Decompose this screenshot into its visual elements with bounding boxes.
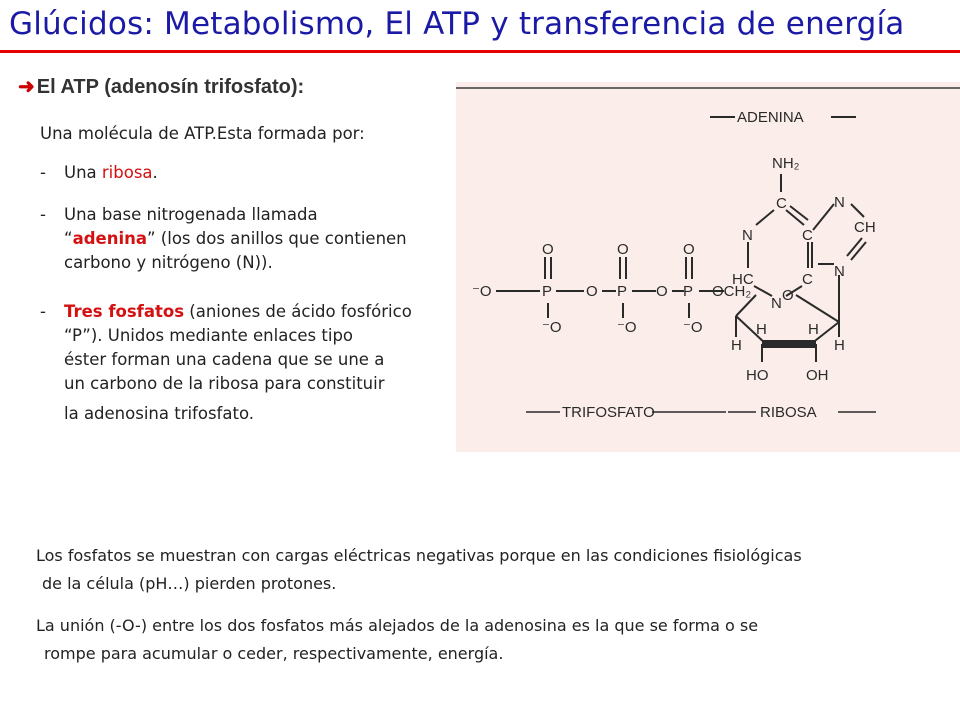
note-paragraph [36,612,758,668]
atom-n: N [771,295,782,312]
note-line: Los fosfatos se muestran con cargas eléctricas negativas porque en las condiciones fisiológicas [36,546,802,565]
item-text: la adenosina trifosfato. [64,404,254,423]
atom-o: O [683,241,695,258]
slide-title: Glúcidos: Metabolismo, El ATP y transferencia de energía [9,6,905,42]
quote-mark: “ [64,229,73,248]
atom-och2: OCH₂ [712,283,752,300]
arrow-bullet-icon: ➜ [18,76,35,98]
section-heading [18,74,304,99]
atom-o: O [586,283,598,300]
item-text: Una [64,163,102,182]
atom-p: P [542,283,553,300]
atom-ho: HO [746,367,769,384]
note-line: rompe para acumular o ceder, respectivamente, energía. [44,644,504,663]
intro-text: Una molécula de ATP.Esta formada por: [40,124,365,143]
item-text: Una base nitrogenada llamada [64,205,318,224]
atom-o-ring: O [782,287,794,304]
note-line: La unión (-O-) entre los dos fosfatos más alejados de la adenosina es la que se forma o se [36,616,759,635]
atom-o-minus: ⁻O [683,319,703,336]
item-text: . [152,163,158,182]
label-trifosfato: TRIFOSFATO [562,404,655,421]
item-text: éster forman una cadena que se une a [64,350,385,369]
atom-nh2: NH₂ [772,155,800,172]
label-ribosa: RIBOSA [760,404,817,421]
note-paragraph [36,542,802,598]
atom-o: O [656,283,668,300]
highlight-fosfatos: Tres fosfatos [64,302,185,321]
atom-o: O [542,241,554,258]
atom-c: C [802,227,813,244]
atom-o-minus: ⁻O [472,283,492,300]
atom-c: C [776,195,787,212]
atom-n: N [834,194,845,211]
list-item [40,162,460,184]
atom-h: H [808,321,819,338]
atom-p: P [617,283,628,300]
atom-o: O [617,241,629,258]
label-adenina: ADENINA [737,109,804,126]
title-underline [0,50,960,53]
dash-bullet: - [40,163,46,182]
atom-o-minus: ⁻O [617,319,637,336]
item-text: (aniones de ácido fosfórico [184,302,412,321]
dash-bullet: - [40,205,46,224]
atom-n: N [742,227,753,244]
list-item [40,203,460,275]
atom-h: H [834,337,845,354]
atom-n: N [834,263,845,280]
atp-structure-figure [456,82,960,452]
item-text: un carbono de la ribosa para constituir [64,374,385,393]
note-line: de la célula (pH…) pierden protones. [42,574,337,593]
list-item [40,300,460,426]
atom-h: H [756,321,767,338]
highlight-ribosa: ribosa [101,163,153,182]
atp-molecule-diagram [456,82,960,452]
highlight-adenina: adenina [72,229,147,248]
item-text: (los dos anillos que contienen [155,229,407,248]
quote-mark: ” [146,229,156,248]
atom-o-minus: ⁻O [542,319,562,336]
atom-c: C [802,271,813,288]
section-heading-text: El ATP (adenosín trifosfato): [36,76,305,98]
dash-bullet: - [40,302,46,321]
item-text: “P”). Unidos mediante enlaces tipo [64,326,354,345]
atom-hc: HC [732,271,754,288]
item-text: carbono y nitrógeno (N)). [64,253,273,272]
atom-ch: CH [854,219,876,236]
atom-p: P [683,283,694,300]
atom-oh: OH [806,367,829,384]
atom-h: H [731,337,742,354]
